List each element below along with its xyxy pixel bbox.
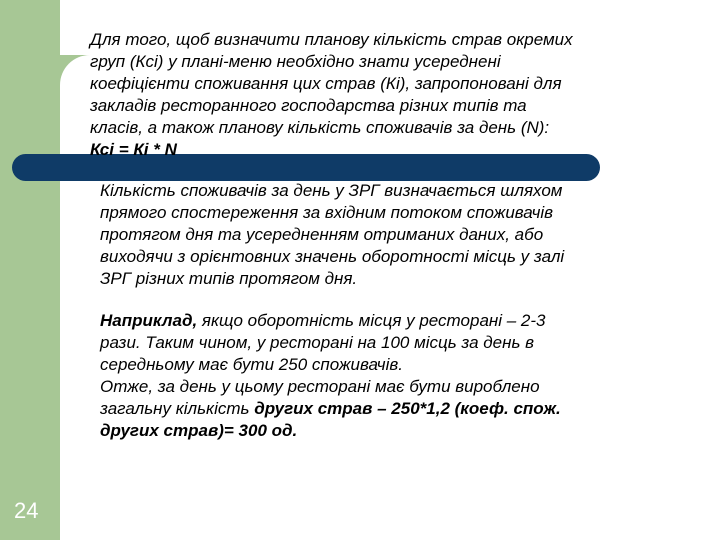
- paragraph-3-text: якщо оборотність місця у ресторані – 2-3 рази. Таким чином, у ресторані на 100 місць за день в середньому має бути 250 споживачів. Отже, за день у цьому ресторані має бути вироблено загальну кількість: [100, 311, 546, 418]
- result-text: других страв – 250*1,2 (коеф. спож. других страв)= 300 од.: [100, 399, 561, 440]
- formula-text: Ксі = Кі * N: [90, 140, 177, 159]
- paragraph-2: Кількість споживачів за день у ЗРГ визначається шляхом прямого спостереження за вхідним потоком споживачів протягом дня та усередненням отриманих даних, або виходячи з орієнтовних значень оборотності місць у залі ЗРГ різних типів протягом дня.: [100, 181, 565, 288]
- side-accent-bar: [0, 0, 60, 540]
- paragraph-1-text: Для того, щоб визначити планову кількість страв окремих груп (Ксі) у плані-меню необхідно знати усереднені коефіцієнти споживання цих страв (Кі), запропоновані для закладів ресторанного господарства різних типів та класів, а також планову кількість споживачів за день (N):: [90, 30, 573, 137]
- example-lead: Наприклад,: [100, 311, 198, 330]
- paragraph-1: [90, 29, 690, 161]
- page-number: 24: [14, 498, 39, 523]
- paragraph-3: [100, 310, 680, 442]
